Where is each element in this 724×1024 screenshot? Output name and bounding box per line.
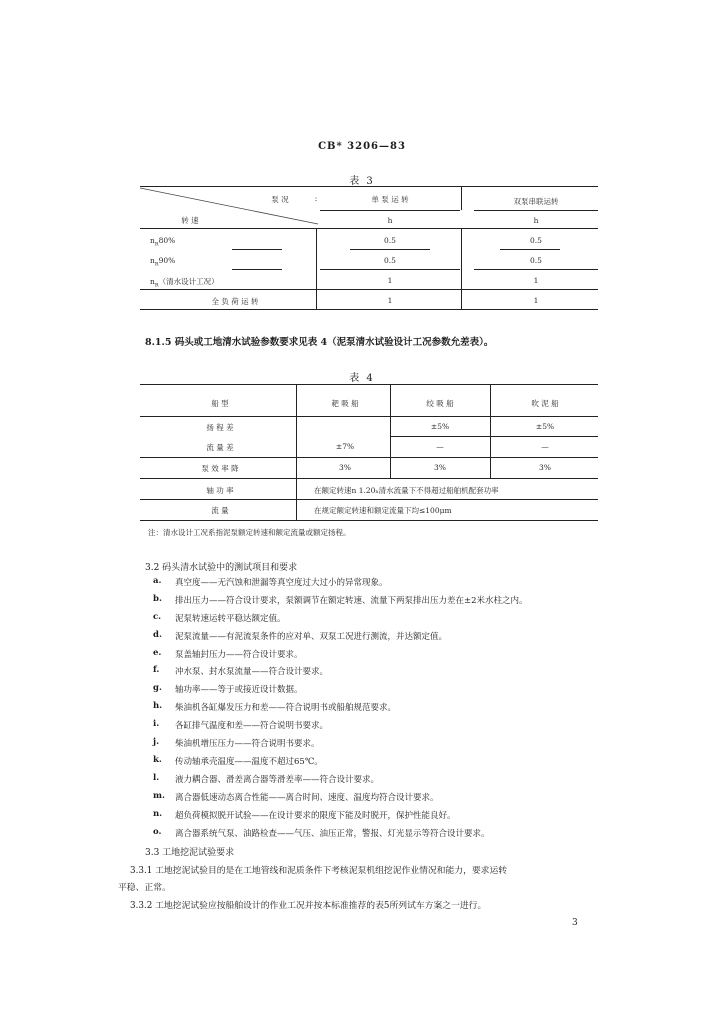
- table3-row-double: 0.5: [530, 256, 542, 265]
- list-item: 柴油机增压压力——符合说明书要求。: [175, 739, 320, 749]
- table4-row-b: ±5%: [430, 422, 450, 431]
- table3-unit-double: h: [533, 216, 539, 225]
- list-letter: c.: [153, 612, 162, 622]
- table4-rule: [140, 499, 598, 500]
- table3-row-label: $n_R90\%$: [150, 256, 176, 268]
- list-letter: a.: [153, 576, 162, 586]
- table3-rule: [500, 249, 560, 250]
- table4-col-divider: [296, 384, 297, 520]
- list-letter: l.: [153, 773, 160, 783]
- list-letter: b.: [153, 594, 162, 604]
- table3-row-single: 0.5: [384, 236, 396, 245]
- table3-col-divider: [461, 186, 462, 210]
- list-item: 泥泵转速运转平稳达额定值。: [175, 614, 286, 624]
- table4-row-flow-text: 在规定额定转速和额定流量下均≤100μm: [314, 506, 452, 515]
- table4-row-b: —: [436, 442, 444, 451]
- table3-row-double: 0.5: [530, 236, 542, 245]
- table3-head-dots: :: [314, 194, 318, 203]
- table4-row-label: 泵 效 率 降: [201, 464, 239, 473]
- table4-caption: 表 4: [349, 373, 375, 384]
- sec33-title: 3.3 工地挖泥试验要求: [145, 848, 235, 858]
- list-item: 柴油机各缸爆发压力和差——符合说明书或船舶规范要求。: [175, 703, 397, 713]
- table3-row-single: 1: [387, 276, 393, 285]
- table4-note: 注：清水设计工况系指泥泵额定转速和额定流量或额定扬程。: [148, 528, 351, 537]
- table3-caption: 表 3: [349, 176, 375, 187]
- table4-head-type: 船 型: [211, 399, 229, 408]
- sec33-p2: 3.3.2 工地挖泥试验应按船舶设计的作业工况并按本标准推荐的表5所列试车方案之一进行。: [130, 901, 487, 911]
- page-number: 3: [572, 918, 578, 928]
- table3-rule: [140, 289, 598, 290]
- table3-rule: [232, 249, 282, 250]
- table4-col-divider: [490, 384, 491, 479]
- sec33-p1-line1: 3.3.1 工地挖泥试验目的是在工地管线和泥质条件下考核泥泵机组挖泥作业情况和能力，要求运转: [130, 866, 508, 876]
- table3-row-label: 全 负 荷 运 转: [211, 297, 259, 306]
- table3-head-single: 单 泵 运 转: [371, 195, 409, 204]
- list-item: 轴功率——等于或接近设计数据。: [175, 685, 303, 695]
- list-item: 离合器系统气泵、油路检查——气压、油压正常，警报、灯光显示等符合设计要求。: [175, 829, 490, 839]
- para-815: 8.1.5 码头或工地清水试验参数要求见表 4（泥泵清水试验设计工况参数允差表）。: [145, 337, 494, 348]
- table4-head-rule: [140, 416, 598, 417]
- table4-bottom-rule: [140, 520, 598, 521]
- table3-head-speed: 转 速: [181, 216, 199, 225]
- table4-top-rule: [140, 384, 598, 385]
- table3-head-rule-2: [474, 210, 598, 211]
- table3-row-single: 1: [387, 296, 393, 305]
- table3-rule: [232, 269, 282, 270]
- sec32-title: 3.2 码头清水试验中的测试项目和要求: [145, 563, 298, 573]
- table4-head-cutter: 绞 吸 船: [426, 399, 454, 408]
- table3-row-label: $n_R80\%$: [150, 236, 176, 248]
- table4-head-trailing: 耙 吸 船: [331, 399, 359, 408]
- table3-unit-rule: [140, 228, 598, 229]
- table3-rule: [474, 269, 598, 270]
- table4-row-b: 3%: [434, 463, 446, 472]
- list-letter: h.: [153, 701, 163, 711]
- table4-row-power-text: 在额定转速n 1.20ₙ清水流量下不得超过船舶机配套功率: [314, 486, 499, 495]
- table4-rule: [390, 436, 598, 437]
- list-letter: k.: [153, 755, 162, 765]
- table4-col-divider: [390, 384, 391, 479]
- list-item: 排出压力——符合设计要求，泵额调节在额定转速、流量下两泵排出压力差在±2米水柱之内。: [175, 596, 528, 606]
- table4-row-c: —: [541, 442, 549, 451]
- list-letter: f.: [153, 665, 160, 675]
- table4-row-a: 3%: [339, 463, 351, 472]
- document-header: CB* 3206—83: [318, 141, 406, 152]
- table3-col-divider: [316, 228, 317, 309]
- table3-rule: [350, 249, 430, 250]
- table3-rule: [320, 269, 460, 270]
- list-letter: j.: [153, 737, 160, 747]
- list-item: 泥泵流量——有泥流泵条件的应对单、双泵工况进行测流，并达额定值。: [175, 632, 448, 642]
- list-item: 泵盖轴封压力——符合设计要求。: [175, 650, 303, 660]
- table3-row-double: 1: [533, 296, 539, 305]
- table4-row-c: ±5%: [535, 422, 555, 431]
- list-letter: n.: [153, 809, 163, 819]
- list-letter: e.: [153, 648, 162, 658]
- list-item: 超负荷模拟脱开试验——在设计要求的限度下能及时脱开，保护性能良好。: [175, 811, 456, 821]
- list-letter: i.: [153, 719, 160, 729]
- table4-rule: [140, 457, 598, 458]
- list-letter: o.: [153, 827, 162, 837]
- list-letter: m.: [153, 791, 165, 801]
- table4-row-label: 流 量 差: [206, 443, 234, 452]
- table3-head-double: 双泵串联运转: [513, 197, 559, 206]
- list-item: 真空度——无汽蚀和泄漏等真空度过大过小的异常现象。: [175, 578, 388, 588]
- list-letter: g.: [153, 683, 162, 693]
- table3-col-divider: [461, 228, 462, 309]
- table3-head-pump: 泵 况: [271, 195, 289, 204]
- table4-head-blow: 吹 泥 船: [531, 399, 559, 408]
- list-item: 传动轴承壳温度——温度不超过65℃。: [175, 757, 323, 767]
- list-letter: d.: [153, 630, 162, 640]
- list-item: 各缸排气温度和差——符合说明书要求。: [175, 721, 329, 731]
- sec33-p1-line2: 平稳、正常。: [118, 883, 171, 893]
- table4-row-c: 3%: [539, 463, 551, 472]
- table3-row-label: $n_R$（清水设计工况）: [150, 277, 219, 289]
- table4-row-power-label: 轴 功 率: [206, 486, 234, 495]
- table4-row-a: ±7%: [335, 442, 355, 451]
- table3-row-single: 0.5: [384, 256, 396, 265]
- table3-unit-single: h: [387, 216, 393, 225]
- table3-head-rule: [320, 210, 460, 211]
- table3-row-double: 1: [533, 276, 539, 285]
- table4-rule: [140, 478, 598, 479]
- list-item: 离合器低速动态离合性能——离合时间、速度、温度均符合设计要求。: [175, 793, 439, 803]
- table4-row-flow-label: 流 量: [211, 506, 229, 515]
- list-item: 液力耦合器、滑差离合器等滑差率——符合设计要求。: [175, 775, 380, 785]
- list-item: 冲水泵、封水泵流量——符合设计要求。: [175, 667, 329, 677]
- table4-row-label: 扬 程 差: [206, 423, 234, 432]
- table3-bottom-rule: [140, 309, 598, 310]
